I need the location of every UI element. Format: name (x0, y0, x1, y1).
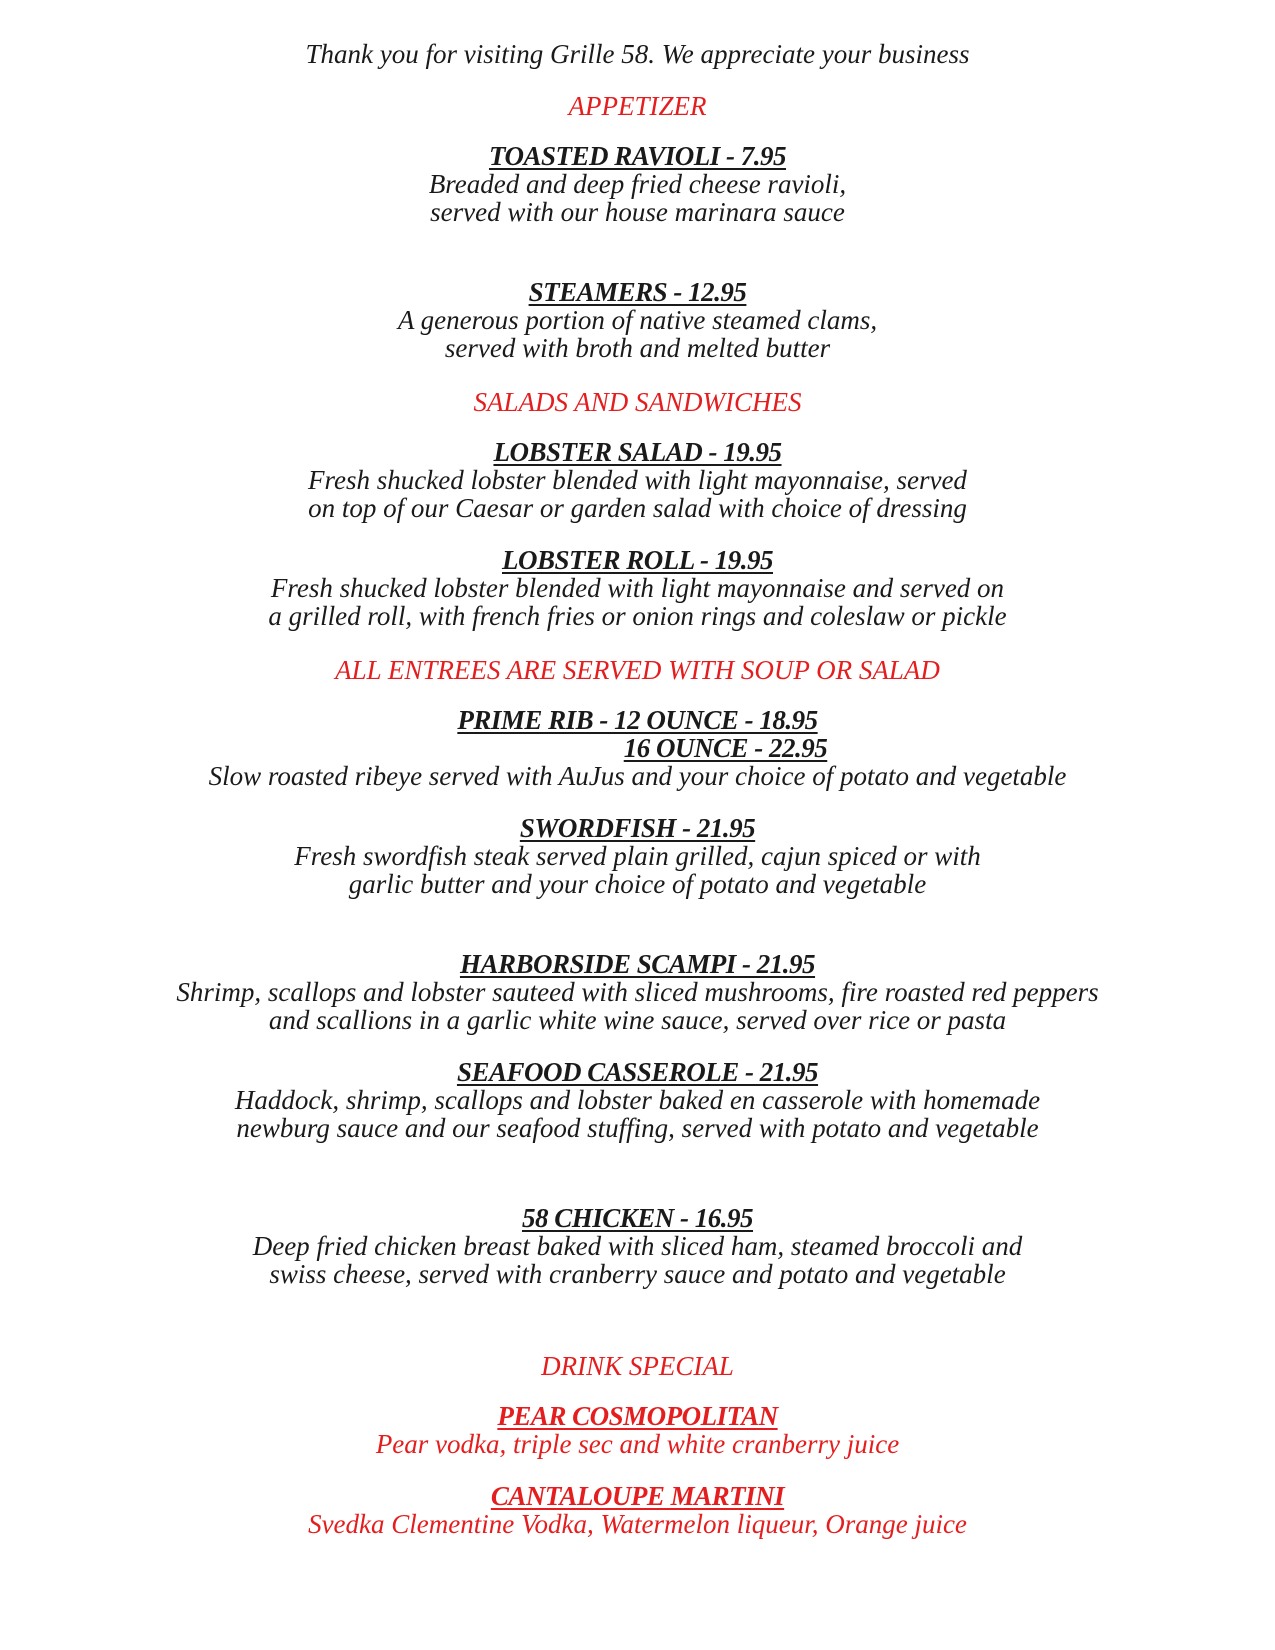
menu-item-prime-rib (0, 706, 1275, 790)
item-description-line: served with broth and melted butter (444, 333, 831, 363)
section-title-drinks: DRINK SPECIAL (541, 1351, 734, 1381)
item-description-line: Fresh shucked lobster blended with light mayonnaise, served (308, 465, 967, 495)
item-description-line: Svedka Clementine Vodka, Watermelon liqueur, Orange juice (308, 1509, 967, 1539)
menu-item-harborside-scampi (0, 950, 1275, 1034)
menu-item-pear-cosmopolitan (0, 1402, 1275, 1458)
item-description-line: Pear vodka, triple sec and white cranberry juice (375, 1429, 900, 1459)
menu-item-58-chicken (0, 1204, 1275, 1288)
menu-page (0, 38, 1275, 1562)
item-description-line: Fresh shucked lobster blended with light mayonnaise and served on (270, 573, 1005, 603)
menu-item-cantaloupe-martini (0, 1482, 1275, 1538)
item-title: HARBORSIDE SCAMPI - 21.95 (459, 949, 816, 979)
item-description-line: Slow roasted ribeye served with AuJus and your choice of potato and vegetable (208, 761, 1067, 791)
menu-item-lobster-roll (0, 546, 1275, 630)
menu-item-swordfish (0, 814, 1275, 898)
item-title: STEAMERS - 12.95 (528, 277, 747, 307)
item-title: SEAFOOD CASSEROLE - 21.95 (456, 1057, 819, 1087)
menu-item-toasted-ravioli (0, 142, 1275, 226)
item-title: 58 CHICKEN - 16.95 (521, 1203, 754, 1233)
item-title: PEAR COSMOPOLITAN (497, 1401, 778, 1431)
item-description-line: swiss cheese, served with cranberry sauce and potato and vegetable (269, 1259, 1006, 1289)
item-description-line: A generous portion of native steamed clams, (397, 305, 878, 335)
item-title: LOBSTER SALAD - 19.95 (493, 437, 782, 467)
item-title: CANTALOUPE MARTINI (490, 1481, 785, 1511)
item-description-line: a grilled roll, with french fries or onion rings and coleslaw or pickle (268, 601, 1007, 631)
item-description-line: Breaded and deep fried cheese ravioli, (428, 169, 847, 199)
item-description-line: garlic butter and your choice of potato and vegetable (348, 869, 927, 899)
item-description-line: on top of our Caesar or garden salad with choice of dressing (308, 493, 967, 523)
item-description-line: and scallions in a garlic white wine sauce, served over rice or pasta (268, 1005, 1007, 1035)
menu-item-steamers (0, 278, 1275, 362)
item-title: TOASTED RAVIOLI - 7.95 (488, 141, 787, 171)
section-title-salads: SALADS AND SANDWICHES (473, 387, 802, 417)
section-title-appetizer: APPETIZER (568, 91, 707, 121)
item-description-line: Shrimp, scallops and lobster sauteed with sliced mushrooms, fire roasted red peppers (176, 977, 1099, 1007)
item-title: PRIME RIB - 12 OUNCE - 18.95 (457, 705, 818, 735)
intro-text: Thank you for visiting Grille 58. We appreciate your business (305, 39, 970, 69)
item-title: LOBSTER ROLL - 19.95 (501, 545, 773, 575)
item-description-line: Haddock, shrimp, scallops and lobster baked en casserole with homemade (234, 1085, 1041, 1115)
item-title: SWORDFISH - 21.95 (519, 813, 756, 843)
item-description-line: served with our house marinara sauce (430, 197, 845, 227)
menu-item-lobster-salad (0, 438, 1275, 522)
item-description-line: newburg sauce and our seafood stuffing, served with potato and vegetable (236, 1113, 1039, 1143)
item-description-line: Deep fried chicken breast baked with sliced ham, steamed broccoli and (252, 1231, 1023, 1261)
item-title-alt-size: 16 OUNCE - 22.95 (623, 733, 828, 763)
menu-item-seafood-casserole (0, 1058, 1275, 1142)
section-title-entrees: ALL ENTREES ARE SERVED WITH SOUP OR SALAD (335, 655, 940, 685)
item-description-line: Fresh swordfish steak served plain grilled, cajun spiced or with (294, 841, 981, 871)
